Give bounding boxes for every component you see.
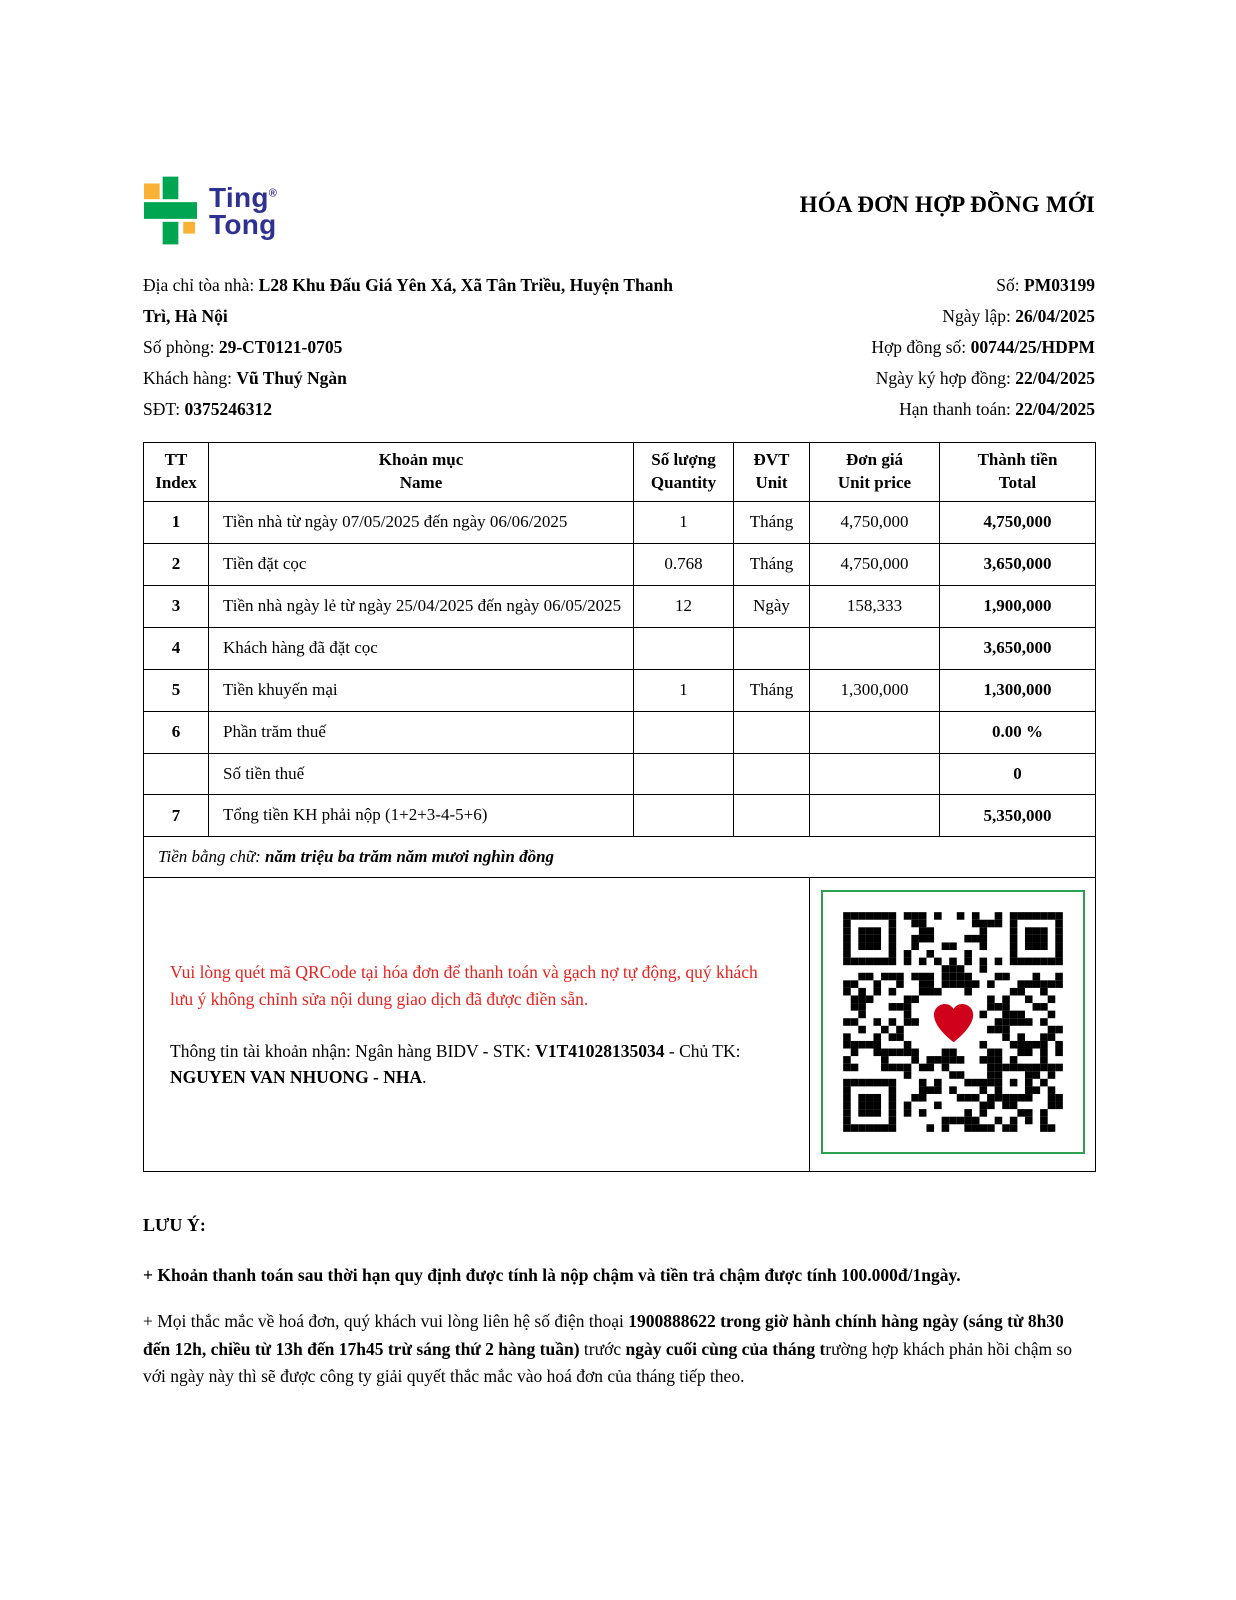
table-row bbox=[144, 669, 1096, 711]
table-row bbox=[144, 501, 1096, 543]
row-unit: Tháng bbox=[734, 501, 810, 543]
row-total: 1,900,000 bbox=[940, 585, 1096, 627]
row-unit bbox=[734, 795, 810, 837]
row-total: 3,650,000 bbox=[940, 627, 1096, 669]
issue-date: Ngày lập: 26/04/2025 bbox=[942, 306, 1095, 326]
table-row bbox=[144, 711, 1096, 753]
row-index: 5 bbox=[144, 669, 209, 711]
invoice-number: Số: PM03199 bbox=[996, 275, 1095, 295]
tingtong-logo bbox=[143, 176, 277, 246]
row-name: Tiền nhà từ ngày 07/05/2025 đến ngày 06/06/2025 bbox=[209, 501, 634, 543]
row-unit bbox=[734, 711, 810, 753]
col-header-index: TT Index bbox=[144, 443, 209, 502]
late-fee-note: + Khoản thanh toán sau thời hạn quy định được tính là nộp chậm và tiền trả chậm được tính 100.000đ/1ngày. bbox=[143, 1265, 961, 1286]
logo-word2: Tong bbox=[209, 209, 277, 240]
table-row bbox=[144, 585, 1096, 627]
row-quantity: 0.768 bbox=[634, 543, 734, 585]
account-intro: Thông tin tài khoản nhận: Ngân hàng BIDV - STK: bbox=[170, 1040, 536, 1061]
row-name: Tiền nhà ngày lẻ từ ngày 25/04/2025 đến ngày 06/05/2025 bbox=[209, 585, 634, 627]
tingtong-cross-icon bbox=[143, 176, 198, 246]
logo-wordmark bbox=[209, 181, 278, 240]
row-unit: Tháng bbox=[734, 543, 810, 585]
due-date: Hạn thanh toán: 22/04/2025 bbox=[899, 399, 1095, 419]
row-quantity: 1 bbox=[634, 501, 734, 543]
row-unit-price bbox=[810, 753, 940, 795]
row-index: 3 bbox=[144, 585, 209, 627]
row-quantity: 12 bbox=[634, 585, 734, 627]
table-row bbox=[144, 543, 1096, 585]
registered-mark: ® bbox=[268, 187, 278, 200]
row-name: Phần trăm thuế bbox=[209, 711, 634, 753]
room-number bbox=[143, 332, 673, 363]
col-header-name: Khoản mục Name bbox=[209, 443, 634, 502]
row-index: 6 bbox=[144, 711, 209, 753]
invoice-info bbox=[143, 270, 1095, 425]
customer-label: Khách hàng: bbox=[143, 368, 237, 388]
row-unit-price: 1,300,000 bbox=[810, 669, 940, 711]
row-total: 0.00 % bbox=[940, 711, 1096, 753]
row-index: 2 bbox=[144, 543, 209, 585]
col-header-quantity: Số lượng Quantity bbox=[634, 443, 734, 502]
row-quantity bbox=[634, 711, 734, 753]
amount-in-words-value: năm triệu ba trăm năm mươi nghìn đồng bbox=[265, 847, 555, 867]
notes-section bbox=[143, 1212, 1095, 1389]
row-total: 4,750,000 bbox=[940, 501, 1096, 543]
payment-instructions bbox=[144, 878, 810, 1172]
row-name: Tiền khuyến mại bbox=[209, 669, 634, 711]
phone-value: 0375246312 bbox=[184, 399, 272, 419]
logo-word1: Ting bbox=[209, 181, 269, 213]
row-unit-price: 4,750,000 bbox=[810, 543, 940, 585]
row-unit-price bbox=[810, 795, 940, 837]
notes-heading: LƯU Ý: bbox=[143, 1215, 206, 1236]
contract-number: Hợp đồng số: 00744/25/HDPM bbox=[871, 337, 1095, 357]
col-header-unit: ĐVT Unit bbox=[734, 443, 810, 502]
col-header-total: Thành tiền Total bbox=[940, 443, 1096, 502]
row-name: Tiền đặt cọc bbox=[209, 543, 634, 585]
row-unit bbox=[734, 627, 810, 669]
row-quantity bbox=[634, 795, 734, 837]
row-quantity bbox=[634, 627, 734, 669]
row-name: Số tiền thuế bbox=[209, 753, 634, 795]
row-name: Khách hàng đã đặt cọc bbox=[209, 627, 634, 669]
qr-frame bbox=[821, 890, 1085, 1154]
contract-sign-date: Ngày ký hợp đồng: 22/04/2025 bbox=[875, 368, 1095, 388]
support-note: + Mọi thắc mắc về hoá đơn, quý khách vui lòng liên hệ số điện thoại 1900888622 trong giờ hành chính hàng ngày (sáng từ 8h30 đến 12h, chiều từ 13h đến 17h45 trừ sáng thứ 2 hàng tuần) trước ngày cuối cùng của tháng trường hợp khách phản hồi chậm so với ngày này thì sẽ được công ty giải quyết thắc mắc vào hoá đơn của tháng tiếp theo. bbox=[143, 1311, 1073, 1386]
row-quantity bbox=[634, 753, 734, 795]
row-unit-price bbox=[810, 711, 940, 753]
amount-in-words bbox=[144, 837, 1096, 878]
room-label: Số phòng: bbox=[143, 337, 219, 357]
account-info: Thông tin tài khoản nhận: Ngân hàng BIDV - STK: V1T41028135034 - Chủ TK: NGUYEN VAN NHUONG - NHA. bbox=[170, 1040, 741, 1088]
qr-warning-text: Vui lòng quét mã QRCode tại hóa đơn để thanh toán và gạch nợ tự động, quý khách lưu ý không chỉnh sửa nội dung giao dịch đã được điền sẵn. bbox=[170, 962, 758, 1009]
amount-in-words-label: Tiền bằng chữ: bbox=[158, 847, 266, 867]
header bbox=[143, 176, 1095, 246]
row-total: 3,650,000 bbox=[940, 543, 1096, 585]
table-row bbox=[144, 627, 1096, 669]
invoice-meta bbox=[673, 270, 1095, 425]
table-row bbox=[144, 753, 1096, 795]
qr-code bbox=[828, 897, 1078, 1147]
building-address bbox=[143, 270, 673, 332]
row-unit-price: 158,333 bbox=[810, 585, 940, 627]
room-value: 29-CT0121-0705 bbox=[218, 337, 343, 357]
row-index: 1 bbox=[144, 501, 209, 543]
customer-name bbox=[143, 363, 673, 394]
invoice-items-table bbox=[143, 442, 1096, 1172]
amount-in-words-row bbox=[144, 837, 1096, 878]
table-header-row bbox=[144, 443, 1096, 502]
account-number: V1T41028135034 bbox=[535, 1040, 665, 1061]
row-unit: Ngày bbox=[734, 585, 810, 627]
row-index: 4 bbox=[144, 627, 209, 669]
row-quantity: 1 bbox=[634, 669, 734, 711]
row-unit bbox=[734, 753, 810, 795]
customer-value: Vũ Thuý Ngàn bbox=[236, 368, 347, 388]
address-value: L28 Khu Đấu Giá Yên Xá, Xã Tân Triều, Huyện Thanh Trì, Hà Nội bbox=[143, 275, 673, 326]
row-unit: Tháng bbox=[734, 669, 810, 711]
row-unit-price bbox=[810, 627, 940, 669]
row-name: Tổng tiền KH phải nộp (1+2+3-4-5+6) bbox=[209, 795, 634, 837]
row-total: 0 bbox=[940, 753, 1096, 795]
row-unit-price: 4,750,000 bbox=[810, 501, 940, 543]
row-index: 7 bbox=[144, 795, 209, 837]
page-title: HÓA ĐƠN HỢP ĐỒNG MỚI bbox=[799, 192, 1095, 217]
row-total: 1,300,000 bbox=[940, 669, 1096, 711]
customer-phone bbox=[143, 394, 673, 425]
payment-row bbox=[144, 878, 1096, 1172]
party-info bbox=[143, 270, 673, 425]
address-label: Địa chỉ tòa nhà: bbox=[143, 275, 259, 295]
qr-cell bbox=[810, 878, 1096, 1172]
table-row bbox=[144, 795, 1096, 837]
invoice-page bbox=[143, 176, 1095, 1409]
owner-name: NGUYEN VAN NHUONG - NHA bbox=[170, 1067, 423, 1088]
col-header-unit-price: Đơn giá Unit price bbox=[810, 443, 940, 502]
phone-label: SĐT: bbox=[143, 399, 185, 419]
row-total: 5,350,000 bbox=[940, 795, 1096, 837]
row-index bbox=[144, 753, 209, 795]
owner-label: - Chủ TK: bbox=[664, 1040, 741, 1061]
